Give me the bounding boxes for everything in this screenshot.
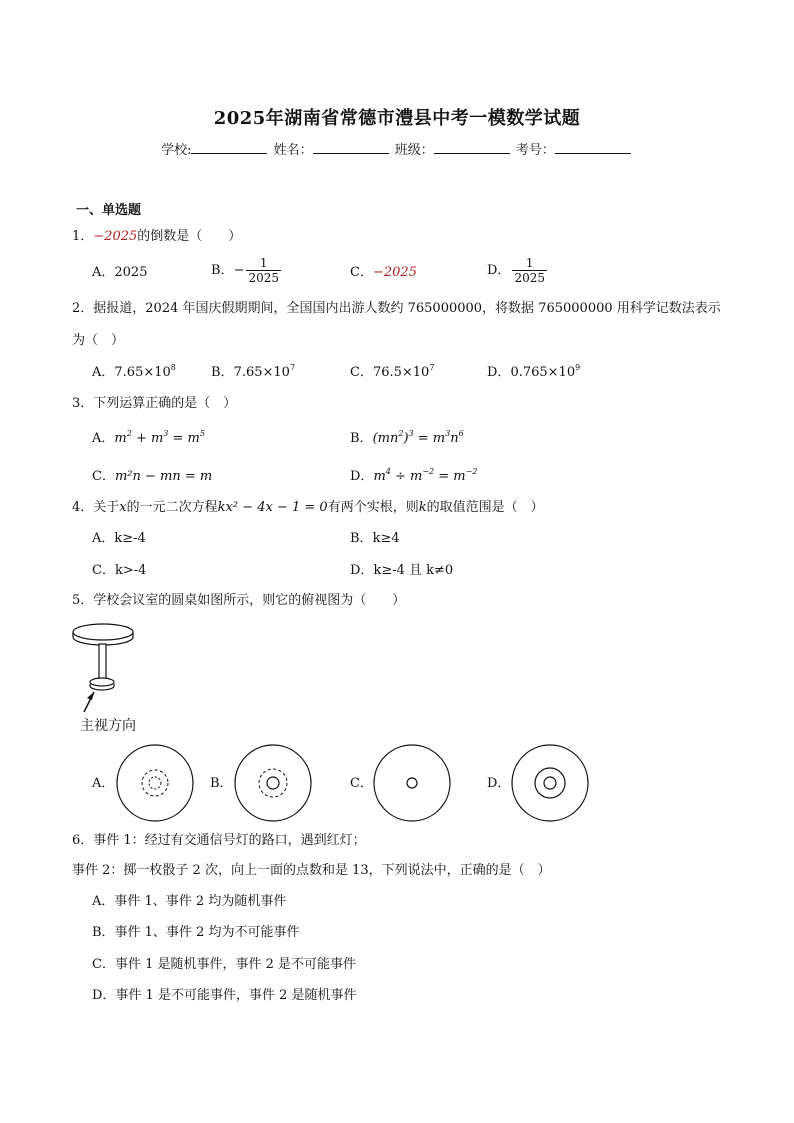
table-base bbox=[90, 678, 114, 686]
q5-option-d-label[interactable]: D． bbox=[487, 776, 511, 791]
q2-option-c[interactable] bbox=[350, 364, 434, 382]
q2-option-b[interactable] bbox=[211, 364, 295, 382]
q3-option-b[interactable] bbox=[350, 430, 464, 448]
question-1-stem bbox=[72, 228, 241, 246]
option-label: A． bbox=[92, 265, 115, 280]
option-text: −2025 bbox=[372, 265, 417, 280]
question-5-stem: 5．学校会议室的圆桌如图所示，则它的俯视图为（ ） bbox=[72, 593, 406, 608]
table-leg bbox=[99, 644, 106, 679]
dashed-circle bbox=[259, 769, 287, 797]
option-text: k≥4 bbox=[372, 531, 400, 546]
outer-circle bbox=[117, 745, 193, 821]
option-base: 76.5×10 bbox=[372, 365, 430, 380]
q6-option-a[interactable]: A．事件 1、事件 2 均为随机事件 bbox=[92, 894, 287, 909]
outer-circle bbox=[374, 745, 450, 821]
q1-option-a[interactable] bbox=[92, 264, 147, 282]
view-direction-label: 主视方向 bbox=[80, 718, 136, 734]
option-label: C． bbox=[92, 563, 115, 578]
dashed-circle-large bbox=[142, 770, 168, 796]
exam-no-blank[interactable] bbox=[555, 140, 631, 154]
q6-option-d[interactable]: D．事件 1 是不可能事件，事件 2 是随机事件 bbox=[92, 988, 357, 1003]
q5-option-a-label[interactable]: A． bbox=[92, 776, 115, 791]
option-label: A． bbox=[92, 431, 115, 446]
solid-circle-small bbox=[407, 778, 417, 788]
variable-k: k bbox=[418, 500, 427, 515]
option-label: C． bbox=[350, 365, 373, 380]
option-label: B． bbox=[211, 263, 234, 278]
equation: kx² − 4x − 1 = 0 bbox=[217, 500, 328, 515]
solid-circle-small bbox=[267, 777, 279, 789]
q5-option-b-label[interactable]: B． bbox=[210, 776, 233, 791]
option-text: 2025 bbox=[114, 265, 148, 280]
denominator: 2025 bbox=[248, 271, 280, 285]
page-title: 2025年湖南省常德市澧县中考一模数学试题 bbox=[213, 108, 581, 129]
numerator: 1 bbox=[525, 256, 534, 270]
class-blank[interactable] bbox=[434, 140, 510, 154]
exponent: 8 bbox=[170, 363, 176, 372]
option-label: D． bbox=[350, 469, 374, 484]
option-base: 0.765×10 bbox=[510, 365, 576, 380]
option-label: B． bbox=[350, 531, 373, 546]
solid-circle-large bbox=[535, 768, 565, 798]
dashed-circle-small bbox=[149, 777, 161, 789]
option-label: D． bbox=[350, 563, 374, 578]
question-6-stem-line2: 事件 2：掷一枚骰子 2 次，向上一面的点数和是 13，下列说法中，正确的是（ ） bbox=[72, 863, 551, 878]
option-text: k≥-4 bbox=[114, 531, 146, 546]
q1-number: 1． bbox=[72, 229, 94, 244]
q6-option-c[interactable]: C．事件 1 是随机事件，事件 2 是不可能事件 bbox=[92, 957, 357, 972]
option-label: A． bbox=[92, 365, 115, 380]
q4-option-b[interactable] bbox=[350, 530, 400, 548]
q1-option-d[interactable] bbox=[487, 256, 549, 285]
q4-stem-pre: 4．关于 bbox=[72, 500, 120, 515]
school-label: 学校: bbox=[161, 143, 192, 158]
q6-option-b[interactable]: B．事件 1、事件 2 均为不可能事件 bbox=[92, 925, 300, 940]
section-heading: 一、单选题 bbox=[76, 203, 142, 218]
option-label: C． bbox=[92, 469, 115, 484]
minus-sign: − bbox=[233, 263, 245, 278]
arrow-head bbox=[87, 692, 94, 700]
q1-option-c[interactable] bbox=[350, 264, 417, 282]
question-2-stem-line2: 为（ ） bbox=[72, 333, 125, 348]
math-expression: $m^4 \div m^{-2} = m^{-2}$ bbox=[373, 467, 478, 484]
q4-option-d[interactable] bbox=[350, 562, 453, 580]
exponent: 7 bbox=[289, 363, 296, 372]
option-base: 7.65×10 bbox=[114, 365, 171, 380]
denominator: 2025 bbox=[514, 271, 545, 285]
class-label: 班级： bbox=[394, 143, 434, 158]
option-label: C． bbox=[350, 265, 373, 280]
math-expression: m²n − mn = m bbox=[114, 469, 213, 484]
name-label: 姓名： bbox=[273, 143, 313, 158]
option-label: D． bbox=[487, 365, 511, 380]
name-blank[interactable] bbox=[313, 140, 389, 154]
round-table-figure bbox=[70, 620, 140, 720]
exam-no-label: 考号： bbox=[515, 143, 555, 158]
option-label: D． bbox=[487, 263, 511, 278]
q4-option-a[interactable] bbox=[92, 530, 146, 548]
outer-circle bbox=[235, 745, 311, 821]
q5-option-a-figure[interactable] bbox=[115, 743, 195, 823]
fraction bbox=[246, 256, 281, 285]
q5-option-d-figure[interactable] bbox=[510, 743, 590, 823]
q3-option-d[interactable] bbox=[350, 468, 477, 486]
student-info-line bbox=[0, 139, 794, 158]
q5-option-b-figure[interactable] bbox=[233, 743, 313, 823]
fraction bbox=[512, 256, 547, 285]
option-text: k>-4 bbox=[114, 563, 147, 578]
q4-option-c[interactable] bbox=[92, 562, 146, 580]
q2-option-a[interactable] bbox=[92, 364, 176, 382]
q4-stem-mid2: 有两个实根，则 bbox=[327, 500, 419, 515]
q3-option-a[interactable] bbox=[92, 430, 205, 448]
option-label: B． bbox=[211, 365, 234, 380]
option-text: k≥-4 且 k≠0 bbox=[373, 563, 454, 578]
table-top bbox=[73, 624, 133, 640]
exponent: 7 bbox=[429, 363, 435, 372]
question-6-stem-line1: 6．事件 1：经过有交通信号灯的路口，遇到红灯； bbox=[72, 833, 366, 848]
q5-option-c-figure[interactable] bbox=[372, 743, 452, 823]
q4-stem-post: 的取值范围是（ ） bbox=[426, 500, 544, 515]
option-base: 7.65×10 bbox=[233, 365, 290, 380]
option-label: A． bbox=[92, 531, 115, 546]
outer-circle bbox=[512, 745, 588, 821]
q3-option-c[interactable] bbox=[92, 468, 212, 486]
q4-stem-mid: 的一元二次方程 bbox=[126, 500, 218, 515]
question-3-stem: 3．下列运算正确的是（ ） bbox=[72, 396, 237, 411]
q2-option-d[interactable] bbox=[487, 364, 580, 382]
q1-option-b[interactable] bbox=[211, 256, 283, 285]
numerator: 1 bbox=[259, 256, 268, 270]
solid-circle-small bbox=[544, 777, 556, 789]
exponent: 9 bbox=[575, 363, 581, 372]
question-4-stem bbox=[72, 499, 544, 517]
q5-option-c-label[interactable]: C． bbox=[350, 776, 373, 791]
math-expression: $m^2 + m^3 = m^5$ bbox=[114, 429, 205, 446]
question-2-stem-line1: 2．据报道，2024 年国庆假期期间，全国国内出游人数约 765000000，将数据 765000000 用科学记数法表示 bbox=[72, 301, 721, 316]
math-expression: $(mn^2)^3 = m^3n^6$ bbox=[372, 429, 464, 446]
q1-value: −2025 bbox=[93, 229, 138, 244]
variable-x: x bbox=[119, 500, 127, 515]
option-label: B． bbox=[350, 431, 373, 446]
q1-stem-text: 的倒数是（ ） bbox=[137, 229, 242, 244]
school-blank[interactable] bbox=[191, 140, 267, 154]
